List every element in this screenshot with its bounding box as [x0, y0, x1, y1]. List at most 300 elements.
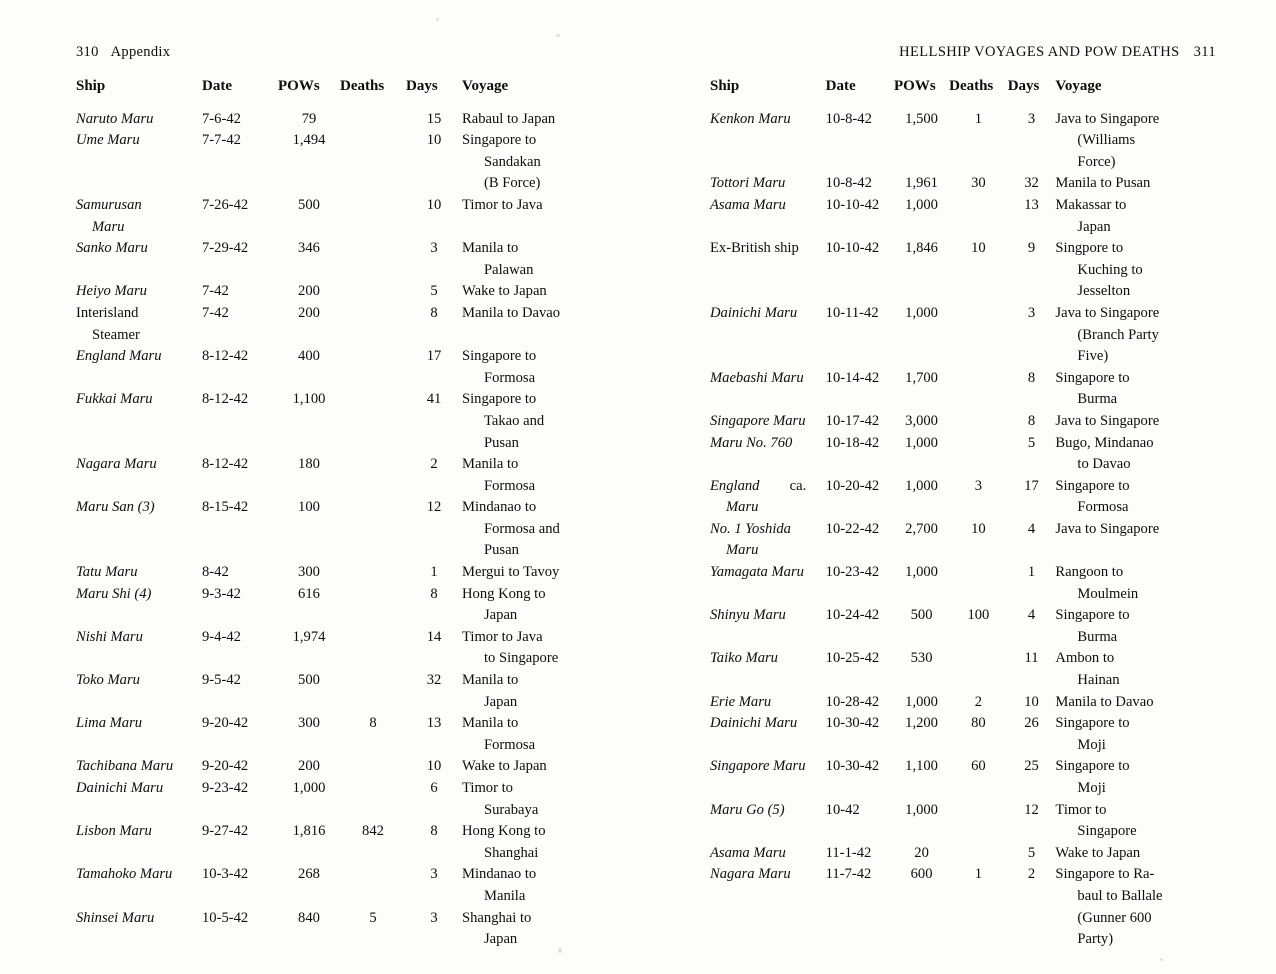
- cell-deaths: 5: [369, 909, 377, 926]
- cell-days: 9: [1027, 240, 1036, 257]
- ship-name: Dainichi Maru: [76, 780, 164, 796]
- cell-date: [202, 281, 278, 303]
- cell-pows: 1,816: [292, 823, 326, 840]
- cell-voyage: [1055, 562, 1216, 605]
- cell-voyage: [1055, 303, 1216, 368]
- table-row: [710, 843, 1216, 865]
- ship-name: Nagara Maru: [710, 866, 791, 883]
- date-value: 10-30-42: [825, 758, 880, 775]
- cell-ship: [710, 519, 826, 562]
- cell-deaths: [340, 109, 406, 131]
- voyage-line-continued: Moulmein: [1077, 585, 1139, 602]
- cell-voyage: [462, 864, 650, 907]
- cell-date: [826, 411, 894, 433]
- cell-pows: 100: [298, 499, 320, 516]
- cell-days: 3: [430, 866, 438, 883]
- cell-pows: 1,000: [905, 477, 938, 494]
- voyage-line: Manila to: [462, 672, 519, 689]
- date-value: 8-12-42: [202, 391, 249, 408]
- cell-pows: 500: [910, 607, 933, 624]
- cell-deaths: [340, 497, 406, 562]
- cell-pows: 180: [298, 456, 320, 473]
- table-row: [710, 109, 1216, 174]
- cell-deaths: [949, 303, 1008, 368]
- table-row: [76, 908, 650, 951]
- cell-deaths: [340, 864, 406, 907]
- ship-name: Singapore Maru: [710, 758, 806, 775]
- cell-voyage: [462, 303, 650, 346]
- cell-days: 41: [426, 391, 442, 408]
- date-value: 10-8-42: [825, 110, 872, 127]
- cell-pows: 1,000: [905, 304, 938, 321]
- cell-ship: [76, 109, 202, 131]
- ship-name: Nagara Maru: [76, 456, 157, 473]
- cell-date: [789, 476, 894, 519]
- cell-pows: 200: [298, 758, 320, 775]
- cell-pows: 1,000: [292, 780, 326, 796]
- col-header-pows: POWs: [894, 78, 936, 94]
- voyage-line-continued: Hainan: [1077, 672, 1120, 689]
- ship-name: Shinsei Maru: [76, 909, 155, 926]
- cell-deaths: [340, 756, 406, 778]
- date-value: 7-26-42: [202, 196, 249, 213]
- cell-date: [826, 648, 894, 691]
- cell-ship: [710, 238, 826, 303]
- cell-deaths: [949, 843, 1008, 865]
- cell-days: 10: [426, 758, 442, 775]
- cell-days: 8: [1027, 412, 1036, 429]
- cell-deaths: [340, 238, 406, 281]
- cell-deaths: [340, 454, 406, 497]
- ship-name-continued: Maru: [726, 542, 759, 559]
- cell-ship: [710, 756, 826, 799]
- col-header-deaths: Deaths: [340, 78, 385, 94]
- cell-ship: [710, 303, 826, 368]
- ship-name: England Maru: [76, 348, 162, 365]
- cell-days: 17: [426, 348, 442, 365]
- date-value: 8-15-42: [202, 499, 249, 516]
- date-value: 10-14-42: [825, 369, 880, 386]
- col-header-ship: Ship: [76, 78, 106, 94]
- cell-voyage: [462, 281, 650, 303]
- table-row: [710, 692, 1216, 714]
- date-value: 7-42: [202, 283, 229, 300]
- table-row: [710, 562, 1216, 605]
- voyage-line-continued: (Williams: [1077, 132, 1136, 149]
- cell-date: [826, 173, 894, 195]
- cell-ship: [710, 843, 826, 865]
- cell-deaths: 8: [369, 715, 377, 732]
- col-header-days: Days: [406, 78, 438, 94]
- voyage-line-continued: Formosa: [484, 477, 536, 494]
- date-value: 10-24-42: [825, 607, 880, 624]
- cell-voyage: [1055, 713, 1216, 756]
- voyage-line-continued: Palawan: [484, 261, 534, 278]
- cell-days: 32: [1024, 175, 1039, 192]
- cell-pows: 1,000: [905, 196, 938, 213]
- cell-ship: [710, 476, 826, 519]
- cell-date: [202, 562, 278, 584]
- ship-name: Tatu Maru: [76, 564, 138, 581]
- ship-name: Tottori Maru: [710, 175, 786, 192]
- ship-name: Heiyo Maru: [76, 283, 147, 300]
- cell-ship: [76, 864, 202, 907]
- cell-days: 5: [1027, 434, 1036, 451]
- cell-date: [826, 109, 894, 174]
- cell-days: 14: [426, 628, 442, 645]
- ship-name: Ume Maru: [76, 132, 140, 149]
- cell-voyage: [1055, 843, 1216, 865]
- cell-days: 11: [1024, 650, 1039, 667]
- voyage-line: Singpore to: [1055, 240, 1124, 257]
- voyage-line: Java to Singapore: [1055, 412, 1160, 429]
- cell-date: [826, 756, 894, 799]
- voyage-line: Wake to Japan: [462, 758, 547, 775]
- ship-name: Nishi Maru: [76, 628, 143, 645]
- table-row: [76, 195, 650, 238]
- cell-pows: 1,200: [905, 715, 938, 732]
- cell-ship: [710, 433, 826, 476]
- table-row: [76, 864, 650, 907]
- cell-date: [826, 519, 894, 562]
- ship-name: Dainichi Maru: [710, 304, 798, 321]
- left-page-number: 310: [76, 44, 99, 60]
- cell-voyage: [462, 130, 650, 195]
- cell-deaths: 842: [362, 823, 384, 840]
- date-value: 10-10-42: [825, 240, 880, 257]
- date-value: 8-42: [202, 564, 229, 581]
- ship-name: No. 1 Yoshida: [710, 520, 791, 537]
- table-row: [76, 346, 650, 389]
- cell-days: 1: [1027, 564, 1036, 581]
- date-value: 10-10-42: [825, 196, 880, 213]
- voyage-line: Manila to Pusan: [1055, 175, 1151, 192]
- cell-pows: 300: [298, 715, 320, 732]
- voyage-line: Mindanao to: [462, 499, 537, 516]
- date-value: 8-12-42: [202, 456, 249, 473]
- cell-ship: [76, 195, 202, 238]
- cell-voyage: [462, 821, 650, 864]
- voyage-line: Singapore to: [462, 348, 537, 365]
- table-row: [76, 130, 650, 195]
- cell-deaths: [340, 389, 406, 454]
- cell-date: [202, 821, 278, 864]
- cell-days: 8: [430, 585, 438, 602]
- voyage-line-continued: Japan: [484, 693, 518, 710]
- date-value: 10-5-42: [202, 909, 249, 926]
- cell-voyage: [462, 756, 650, 778]
- voyage-line: Manila to: [462, 456, 519, 473]
- voyage-line: Timor to: [462, 780, 513, 796]
- cell-deaths: [340, 130, 406, 195]
- col-header-pows: POWs: [278, 78, 320, 94]
- cell-deaths: 100: [967, 607, 990, 624]
- left-header-row: [76, 76, 650, 109]
- voyage-line-continued: Formosa: [484, 736, 536, 753]
- cell-pows: 1,000: [905, 801, 938, 818]
- voyage-line-continued: Burma: [1077, 628, 1118, 645]
- voyage-line-continued: Sandakan: [484, 153, 541, 170]
- voyage-line-continued: Formosa: [484, 369, 536, 386]
- cell-deaths: [340, 670, 406, 713]
- cell-pows: 1,961: [905, 175, 938, 192]
- date-value: 7-29-42: [202, 240, 249, 257]
- cell-days: 1: [430, 564, 438, 581]
- ship-name: Interisland: [76, 304, 139, 321]
- table-row: [710, 433, 1216, 476]
- cell-ship: [710, 692, 826, 714]
- voyage-line: Ambon to: [1055, 650, 1115, 667]
- table-row: [76, 562, 650, 584]
- cell-days: 8: [430, 823, 438, 840]
- left-table-body: [76, 109, 650, 951]
- cell-date: [826, 864, 894, 950]
- col-header-deaths: Deaths: [949, 78, 994, 94]
- ship-name-continued: Maru: [92, 218, 125, 235]
- cell-date: [202, 713, 278, 756]
- table-row: [710, 195, 1216, 238]
- paper-speck: [436, 18, 439, 21]
- cell-days: 3: [1027, 304, 1036, 321]
- voyage-line: Manila to Davao: [1055, 693, 1154, 710]
- cell-date: [202, 778, 278, 821]
- cell-date: [202, 130, 278, 195]
- ship-name: Erie Maru: [710, 693, 772, 710]
- voyage-line: Mergui to Tavoy: [462, 564, 560, 581]
- cell-pows: 268: [298, 866, 320, 883]
- voyage-line-continued: Formosa: [1077, 499, 1129, 516]
- right-voyage-table: [710, 76, 1216, 951]
- cell-ship: [76, 497, 202, 562]
- cell-voyage: [1055, 519, 1216, 562]
- cell-days: 5: [430, 283, 438, 300]
- cell-days: 15: [426, 110, 442, 127]
- date-value: 10-42: [825, 801, 860, 818]
- date-value: 10-20-42: [825, 477, 880, 494]
- cell-voyage: [1055, 411, 1216, 433]
- cell-ship: [76, 130, 202, 195]
- date-value: 9-27-42: [202, 823, 249, 840]
- cell-date: [202, 238, 278, 281]
- cell-ship: [76, 584, 202, 627]
- cell-deaths: 10: [971, 520, 986, 537]
- voyage-line-continued: (Branch Party: [1077, 326, 1159, 343]
- cell-voyage: [462, 670, 650, 713]
- date-value: 10-3-42: [202, 866, 249, 883]
- cell-voyage: [1055, 238, 1216, 303]
- cell-deaths: [949, 368, 1008, 411]
- table-row: [710, 238, 1216, 303]
- col-header-date: Date: [825, 78, 856, 94]
- cell-voyage: [462, 238, 650, 281]
- cell-pows: 1,000: [905, 564, 938, 581]
- cell-days: 32: [426, 672, 442, 689]
- cell-deaths: 1: [974, 866, 983, 883]
- cell-pows: 600: [910, 866, 933, 883]
- voyage-line: Singapore to: [462, 391, 537, 408]
- col-header-date: Date: [202, 78, 232, 94]
- table-row: [710, 476, 1216, 519]
- voyage-line: Hong Kong to: [462, 585, 546, 602]
- voyage-line: Java to Singapore: [1055, 304, 1160, 321]
- ship-name: Kenkon Maru: [710, 110, 791, 127]
- cell-pows: 3,000: [905, 412, 938, 429]
- cell-ship: [710, 864, 826, 950]
- cell-days: 4: [1027, 520, 1036, 537]
- paper-speck: [556, 34, 560, 37]
- voyage-line: Singapore to: [1055, 607, 1130, 624]
- voyage-line-continued: Moji: [1077, 780, 1106, 796]
- cell-voyage: [1055, 800, 1216, 843]
- cell-deaths: 60: [971, 758, 986, 775]
- cell-date: [826, 562, 894, 605]
- ship-name: England: [710, 477, 760, 494]
- cell-deaths: 10: [971, 240, 986, 257]
- voyage-line-continued: Singapore: [1077, 823, 1137, 840]
- cell-date: [202, 584, 278, 627]
- table-row: [710, 173, 1216, 195]
- cell-ship: [710, 368, 826, 411]
- ship-name: Singapore Maru: [710, 412, 806, 429]
- cell-voyage: [1055, 368, 1216, 411]
- cell-pows: 200: [298, 304, 320, 321]
- cell-ship: [76, 778, 202, 821]
- date-value: 9-5-42: [202, 672, 241, 689]
- voyage-line: Wake to Japan: [462, 283, 547, 300]
- cell-voyage: [462, 346, 650, 389]
- date-value: 10-23-42: [825, 564, 880, 581]
- voyage-line: Bugo, Mindanao: [1055, 434, 1154, 451]
- cell-date: [826, 303, 894, 368]
- date-value: 10-25-42: [825, 650, 880, 667]
- cell-ship: [76, 346, 202, 389]
- voyage-line: Timor to Java: [462, 196, 543, 213]
- voyage-line: Singapore to Ra-: [1055, 866, 1155, 883]
- cell-date: [202, 195, 278, 238]
- cell-ship: [710, 562, 826, 605]
- cell-voyage: [462, 454, 650, 497]
- date-value: 10-30-42: [825, 715, 880, 732]
- cell-ship: [76, 713, 202, 756]
- voyage-line: Wake to Japan: [1055, 844, 1141, 861]
- right-table-body: [710, 109, 1216, 951]
- cell-deaths: [949, 800, 1008, 843]
- cell-voyage: [1055, 864, 1216, 950]
- voyage-line: Makassar to: [1055, 196, 1127, 213]
- cell-deaths: [340, 778, 406, 821]
- cell-days: 13: [426, 715, 442, 732]
- voyage-line-continued: Shanghai: [484, 844, 539, 861]
- table-row: [710, 303, 1216, 368]
- ship-name: Maru Shi (4): [76, 585, 152, 602]
- right-page-number: 311: [1193, 44, 1216, 60]
- cell-days: 2: [430, 456, 438, 473]
- ship-name: Maebashi Maru: [710, 369, 804, 386]
- voyage-line-continued: Takao and: [484, 412, 545, 429]
- cell-voyage: [1055, 109, 1216, 174]
- date-value: 10-22-42: [825, 520, 880, 537]
- table-row: [710, 864, 1216, 950]
- date-value: 10-18-42: [825, 434, 880, 451]
- voyage-line-continued: Japan: [484, 931, 518, 948]
- ship-name: Samurusan: [76, 196, 142, 213]
- voyage-line-continued: to Davao: [1077, 456, 1131, 473]
- table-row: [710, 756, 1216, 799]
- ship-name: Toko Maru: [76, 672, 140, 689]
- cell-date: [202, 908, 278, 951]
- cell-pows: 200: [298, 283, 320, 300]
- date-value: 9-3-42: [202, 585, 241, 602]
- cell-pows: 616: [298, 585, 320, 602]
- voyage-line-continued: (Gunner 600: [1077, 909, 1152, 926]
- right-running-head: HELLSHIP VOYAGES AND POW DEATHS: [899, 44, 1180, 60]
- cell-days: 3: [1027, 110, 1036, 127]
- cell-days: 8: [1027, 369, 1036, 386]
- cell-days: 10: [426, 196, 442, 213]
- cell-ship: [710, 173, 826, 195]
- cell-deaths: [340, 584, 406, 627]
- table-row: [76, 821, 650, 864]
- cell-date: [202, 670, 278, 713]
- cell-ship: [710, 713, 826, 756]
- cell-voyage: [1055, 692, 1216, 714]
- date-value: 7-7-42: [202, 132, 241, 149]
- date-value: 9-4-42: [202, 628, 241, 645]
- cell-deaths: [949, 562, 1008, 605]
- table-row: [76, 281, 650, 303]
- voyage-line: Rangoon to: [1055, 564, 1124, 581]
- date-value: 7-6-42: [202, 110, 241, 127]
- cell-ship: [710, 109, 826, 174]
- cell-deaths: [340, 627, 406, 670]
- cell-date: [826, 800, 894, 843]
- cell-pows: 1,494: [292, 132, 326, 149]
- voyage-line-continued: Formosa and: [484, 520, 560, 537]
- cell-pows: 1,974: [292, 628, 326, 645]
- voyage-line-continued: (B Force): [484, 175, 541, 192]
- cell-date: [826, 368, 894, 411]
- cell-pows: 20: [914, 844, 929, 861]
- voyage-line: Singapore to: [1055, 477, 1130, 494]
- cell-pows: 400: [298, 348, 320, 365]
- table-row: [76, 627, 650, 670]
- cell-pows: 1,100: [905, 758, 938, 775]
- voyage-line: Singapore to: [1055, 369, 1130, 386]
- cell-ship: [710, 800, 826, 843]
- cell-deaths: [340, 562, 406, 584]
- date-value: 10-28-42: [825, 693, 880, 710]
- cell-ship: [76, 281, 202, 303]
- cell-voyage: [1055, 173, 1216, 195]
- voyage-line-continued: Burma: [1077, 391, 1118, 408]
- table-row: [710, 411, 1216, 433]
- cell-deaths: [949, 433, 1008, 476]
- cell-voyage: [462, 109, 650, 131]
- cell-voyage: [462, 778, 650, 821]
- ship-name: Ex-British ship: [710, 240, 799, 257]
- voyage-line-continued: Pusan: [484, 542, 519, 559]
- table-row: [76, 756, 650, 778]
- cell-days: 10: [426, 132, 442, 149]
- cell-pows: 1,000: [905, 693, 938, 710]
- cell-voyage: [462, 562, 650, 584]
- cell-pows: 1,000: [905, 434, 938, 451]
- cell-days: 12: [426, 499, 442, 516]
- ship-name: Tamahoko Maru: [76, 866, 173, 883]
- cell-voyage: [1055, 476, 1216, 519]
- cell-voyage: [462, 713, 650, 756]
- cell-ship: [710, 605, 826, 648]
